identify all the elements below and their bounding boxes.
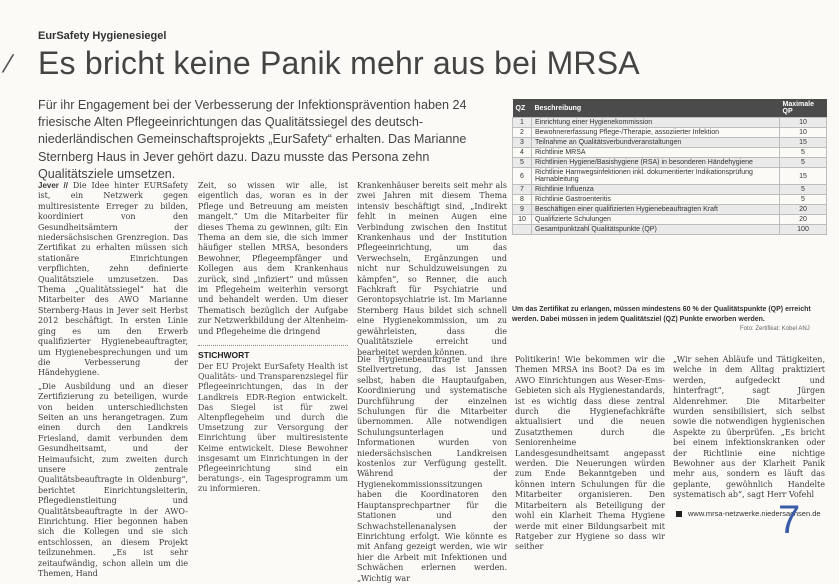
points-cell: 15 [780,138,827,148]
points-cell: 5 [780,148,827,158]
qz-cell: 2 [513,128,532,138]
stichwort-body: Der EU Projekt EurSafety Health ist Qualitäts- und Transparenzsiegel für Pflegeeinrichtungen, das in der Landkreis EDR-Region entwickelt. Das Siegel ist für zwei Altenpflegeheim und durch die Umsetzung zur Versorgung der Einrichtung über multiresistente Keime entwickelt. Diese Bewohner insgesamt um Einrichtungen in der Pflegeeinrichtung sind ein beratungs-, ein Tagesprogramm um zu informieren. [198,362,348,494]
article-column-3b [357,355,507,583]
page-headline: Es bricht keine Panik mehr aus bei MRSA [38,45,640,81]
article-column-1 [38,181,188,579]
qz-cell: 4 [513,148,532,158]
article-column-4 [515,355,665,552]
col1-paragraph-1: Die Idee hinter EURSafety ist, ein Netzwerk gegen multiresistente Erreger zu bilden, koordiniert von den Gesundheitsämtern der niedersächsischen Grenzregion. Das Zertifikat zu erhalten müssen sich stationäre Einrichtungen verpflichten, zehn definierte Qualitätsziele umzusetzen. Das Thema „Qualitätssiegel“ hat die Mitarbeiter des AWO Marianne Sternberg-Haus in Jever seit Herbst 2012 beschäftigt. In ersten Linie ging es um den Erwerb qualifizierter Hygienebeauftragter, um Hygienebesprechungen und um die Verbesserung der Händehygiene. [38,181,188,378]
col3-paragraph: Krankenhäuser bereits seit mehr als zwei Jahren mit diesem Thema intensiv beschäftigt sind, „Indirekt fehlt in meinen Augen eine Verbindung zwischen den Institut Krankenhaus und der Institution Pflegeeinrichtung, um das Verwechseln, Ergänzungen und nicht nur Schuldzuweisungen zu kämpfen“, so Renner, die auch Fachkraft für Psychiatrie und Gerontopsychiatrie ist. Im Marianne Sternberg Haus bildet sich schnell eine Hygienekommission, um zu gewährleisten, dass die Qualitätsziele erreicht und bearbeitet werden können. [357,181,507,357]
table-row [513,225,827,235]
description-cell: Richtlinien Hygiene/Basishygiene (RSA) in besonderen Händehygiene [532,158,780,168]
article-column-3 [357,181,507,357]
header-qz: QZ [513,99,532,118]
page-number: 7 [778,498,801,542]
col5-paragraph: „Wir sehen Abläufe und Tätigkeiten, welche in dem Alltag praktiziert werden, aufgedeckt und hinterfragt“, sagt Jürgen Aldenrehmer. Die Mitarbeiter wurden sensibilisiert, sich selbst sowie die notwendigen hygienischen Aspekte zu überprüfen. „Es bricht bei einem infektionskranken oder der Richtlinie eine nichtige Bewohner aus der Klarheit Panik mehr aus, sondern es läuft das geplante, gewöhnlich Handelte systematisch ab“, sagt Herr Vofehl [673,355,825,500]
col1-paragraph-2: „Die Ausbildung und an dieser Zertifizierung zu beteiligen, wurde von beiden unterschiedlichsten Seiten an uns herangetragen. Zum einen durch den Landkreis Friesland, damit verbunden dem Gesundheitsamt, und der Heimaufsicht, zum zweiten durch unsere zentrale Qualitätsbeauftragte in Oldenburg“, berichtet Einrichtungsleiterin, Pflegedienstleitung und Qualitätsbeauftragte in der AWO-Einrichtung. Hier begonnen haben sich die Kollegen und sie sich entschlossen, an diesem Projekt teilzunehmen. „Es ist sehr zeitaufwändig, schon allein um die Themen, Hand [38,381,188,579]
qz-cell: 8 [513,195,532,205]
stichwort-box [198,345,348,547]
qz-cell: 10 [513,215,532,225]
col3b-paragraph: Die Hygienebeauftragte und ihre Stellvertretung, das ist Janssen selbst, haben die Hauptaufgaben, Koordinierung und systematische Durchführung der einzelnen Schulungen für die Mitarbeiter übernommen. Alle notwendigen Schulungsunterlagen und Informationen wurden von niedersächsischen Landkreisen kostenlos zur Verfügung gestellt. Während der Hygienekommissionssitzungen haben die Koordinatoren den Hauptansprechpartner für die Stationen und den Schwachstellenanalysen der Einrichtung erfolgt. Wie könnte es mit Anfang gezeigt werden, wie wir hier die Arbeit mit Infektionen und Schwächen erlernen werden. „Wichtig war [357,355,507,583]
qz-cell: 5 [513,158,532,168]
points-cell: 10 [780,118,827,128]
header-description: Beschreibung [532,99,780,118]
table-row [513,158,827,168]
qz-cell: 6 [513,168,532,185]
lead-paragraph: Für ihr Engagement bei der Verbesserung der Infektionsprävention haben 24 friesische Alten Pflegeeinrichtungen das Qualitätssiegel des deutsch-niederländischen Gemeinschaftsprojekts „EurSafety“ erhalten. Das Marianne Sternberg Haus in Jever gehört dazu. Dazu musste das Persona zehn Qualitätsziele umsetzen. [38,98,467,181]
description-cell: Teilnahme an Qualitätsverbundveranstaltungen [532,138,780,148]
qz-cell: 3 [513,138,532,148]
section-kicker: EurSafety Hygienesiegel [38,30,167,42]
description-cell: Einrichtung einer Hygienekommission [532,118,780,128]
description-cell: Richtlinie Gastroenteritis [532,195,780,205]
table-row [513,215,827,225]
table-row [513,185,827,195]
table-row [513,128,827,138]
points-cell: 20 [780,205,827,215]
points-cell: 5 [780,185,827,195]
description-cell: Beschäftigen einer qualifizierten Hygienebeauftragten Kraft [532,205,780,215]
points-cell: 10 [780,128,827,138]
col4-paragraph: Politikerin! Wie bekommen wir die Themen MRSA ins Boot? Da es im AWO Einrichtungen aus Weser-Ems-Gebieten sich als Hygienestandards, ist es wichtig dass diese zentral durch die Hygienefachkräfte aktualisiert und die neuen Zusatzthemen durch die Seniorenheime Landesgesundheitsamt angepasst werden. Die Neuerungen würden zum Ende Bekanntgeben und können intern Schulungen für die Mitarbeiter organisieren. Den Mitarbeitern als Beteiligung der wohl ein Klarheit Thema Hygiene werde mit einer Bildungsarbeit mit Ratgeber zur Hygiene so dass wir seither [515,355,665,552]
description-cell: Qualifizierte Schulungen [532,215,780,225]
description-cell: Bewohnererfassung Pflege-/Therapie, assoziierter Infektion [532,128,780,138]
points-cell: 15 [780,168,827,185]
description-cell: Richtlinie Harnwegsinfektionen inkl. dokumentierter Indikationsprüfung Harnableitung [532,168,780,185]
footer-link[interactable]: www.mrsa-netzwerke.niedersachsen.de [688,509,821,518]
table-row [513,148,827,158]
points-cell: 5 [780,195,827,205]
pen-mark-icon: ⁄ [6,50,11,78]
table-row [513,168,827,185]
quality-goals-table [512,99,827,235]
table-row [513,205,827,215]
article-column-5 [673,355,825,505]
table-row [513,195,827,205]
bullet-icon [676,511,682,517]
qz-cell [513,225,532,235]
qz-cell: 1 [513,118,532,128]
article-column-2 [198,181,348,336]
qz-cell: 9 [513,205,532,215]
description-cell: Gesamtpunktzahl Qualitätspunkte (QP) [532,225,780,235]
description-cell: Richtlinie Influenza [532,185,780,195]
col2-paragraph: Zeit, so wissen wir alle, ist eigentlich das, woran es in der Pflege und Betreuung am meisten mangelt.“ Um die Mitarbeiter für dieses Thema zu gewinnen, gilt: Ein Thema an dem sie, die sich immer häufiger stellen MRSA, besonders Bewohner, Pflegeempfänger und Kollegen aus dem Krankenhaus zurück, sind „infiziert“ und müssen im Pflegeheim weiterhin versorgt und behandelt werden. Um dieser Thematisch bezüglich der Aufgabe zur Netzwerkbildung der Altenheim- und Pflegeheime die dringend [198,181,348,336]
table-caption: Um das Zertifikat zu erlangen, müssen mindestens 60 % der Qualitätspunkte (QP) erreicht werden. Dabei müssen in jedem Qualitätsziel (QZ) Punkte erworben werden. [512,306,811,323]
table-row [513,138,827,148]
points-cell: 5 [780,158,827,168]
description-cell: Richtlinie MRSA [532,148,780,158]
table-header-row [513,99,827,118]
stichwort-title: STICHWORT [198,350,250,360]
points-cell: 20 [780,215,827,225]
points-cell: 100 [780,225,827,235]
photo-credit: Foto: Zertifikat: Kobel ANJ [740,326,810,332]
dateline: Jever // [38,181,68,190]
table-row [513,118,827,128]
header-max-points: Maximale QP [780,99,827,118]
qz-cell: 7 [513,185,532,195]
